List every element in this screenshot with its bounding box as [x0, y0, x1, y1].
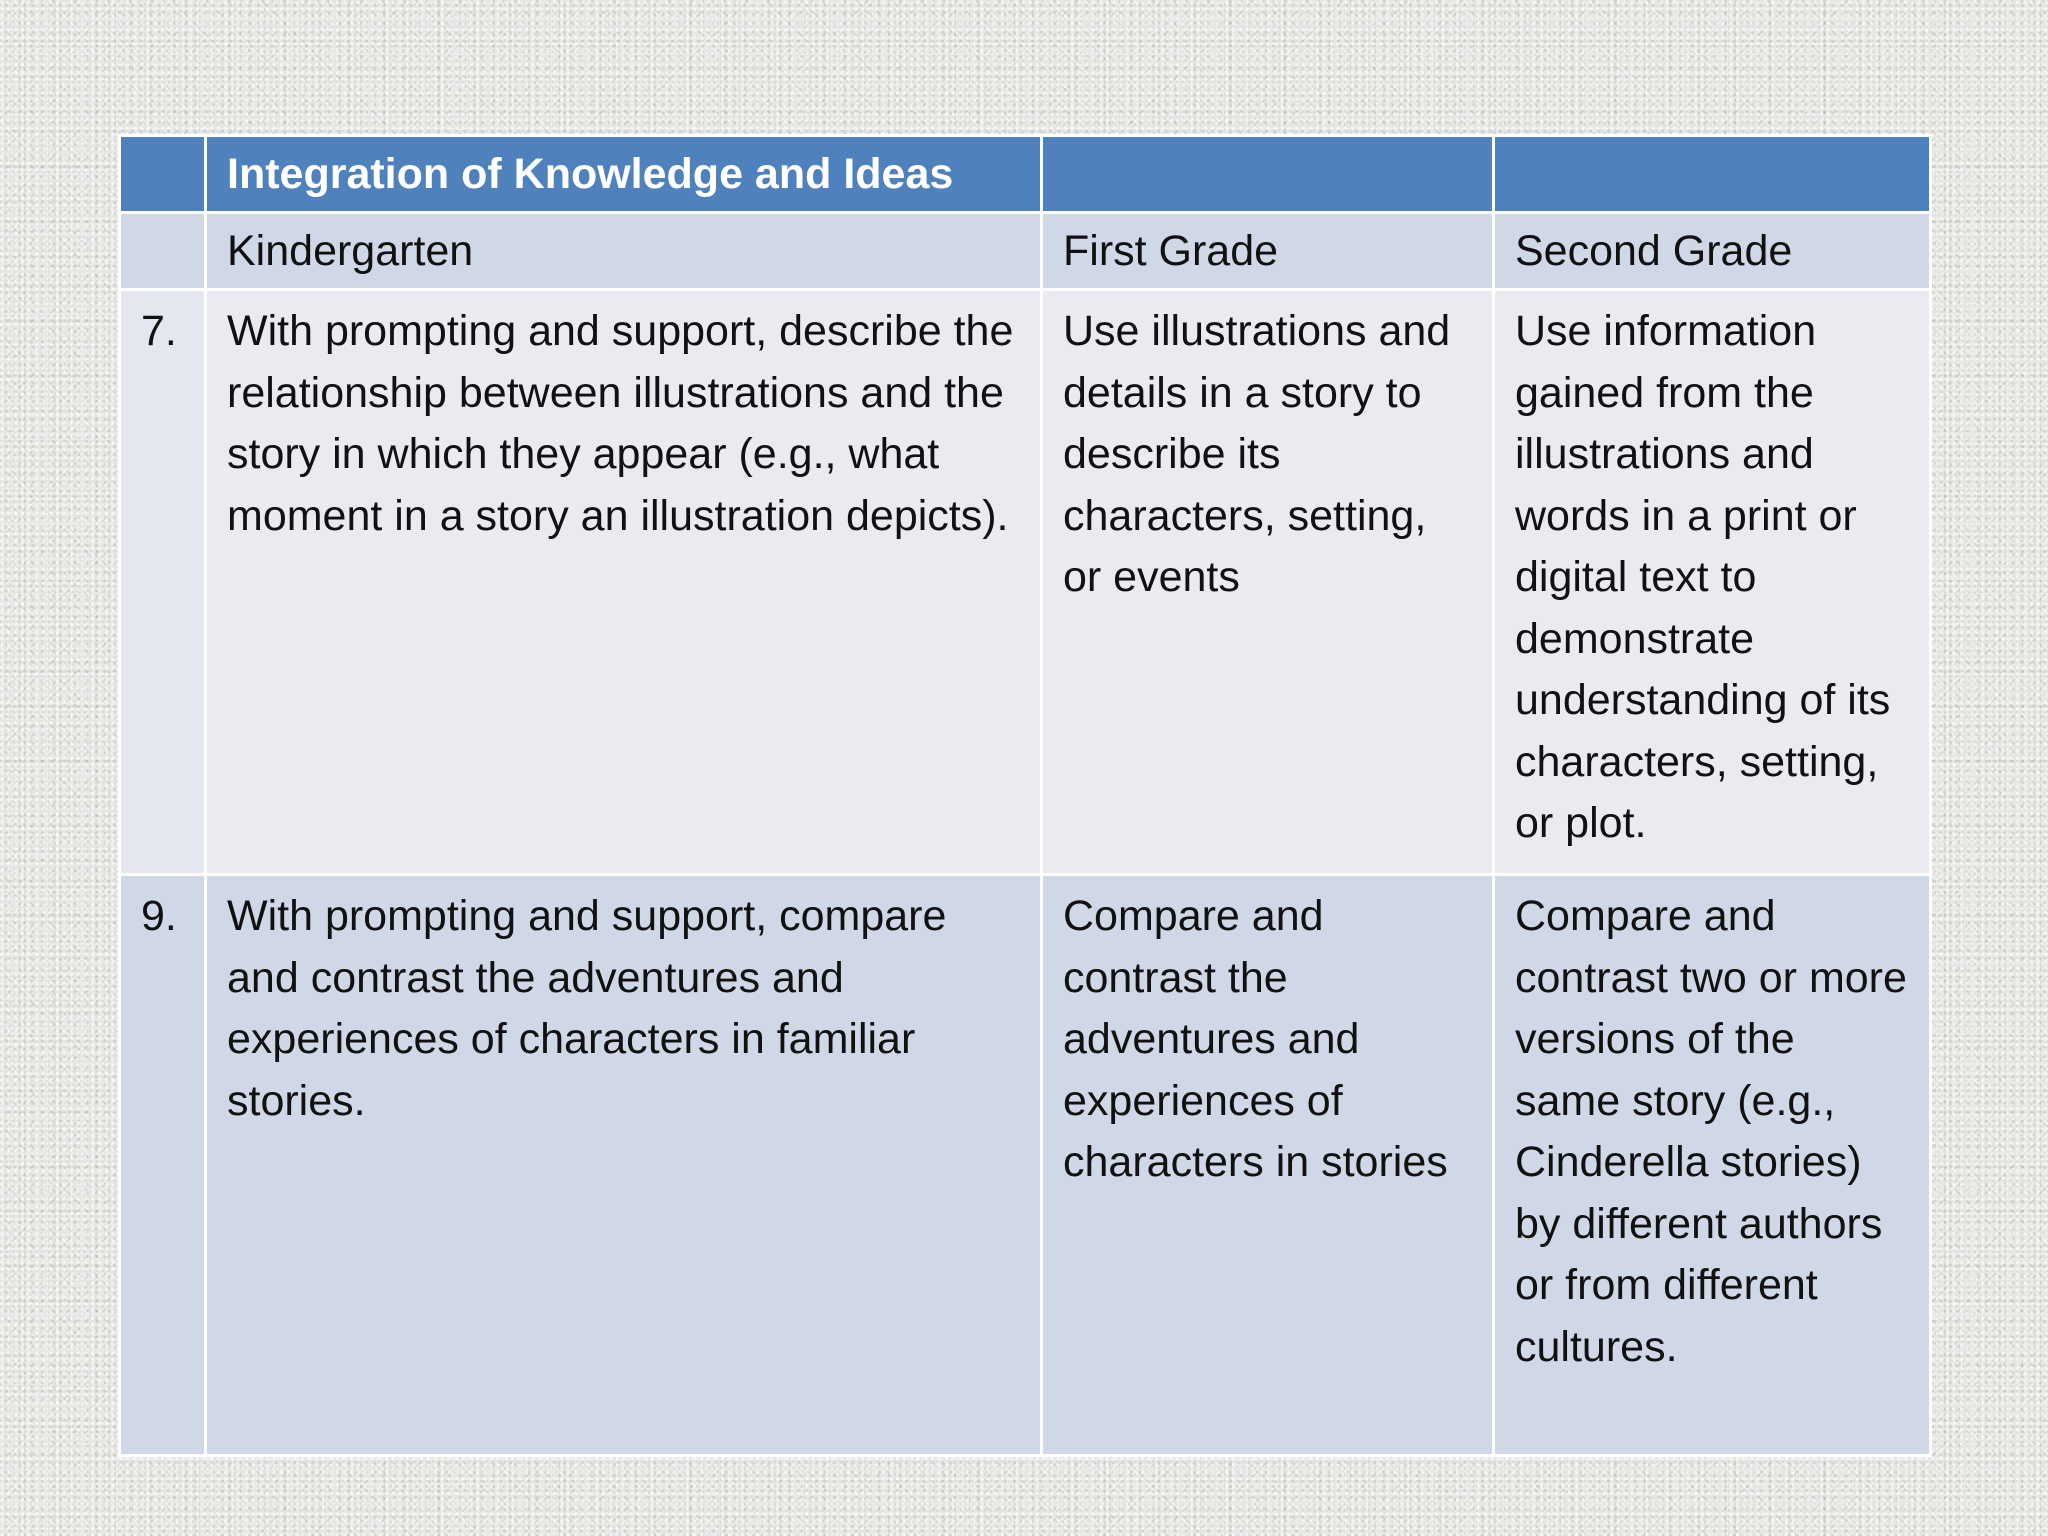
grade-header-kindergarten: Kindergarten — [206, 213, 1042, 290]
table-row — [120, 290, 1931, 875]
grade-header-second-grade: Second Grade — [1494, 213, 1931, 290]
second-grade-cell: Use information gained from the illustrations and words in a print or digital text to demonstrate understanding of its characters, setting, or plot. — [1494, 290, 1931, 875]
first-grade-cell: Use illustrations and details in a story to describe its characters, setting, or events — [1042, 290, 1494, 875]
table-row — [120, 875, 1931, 1456]
standard-number: 7. — [120, 290, 206, 875]
standards-table — [118, 134, 1932, 1457]
grade-header-first-grade: First Grade — [1042, 213, 1494, 290]
standard-number: 9. — [120, 875, 206, 1456]
title-corner-cell — [120, 136, 206, 213]
second-grade-cell: Compare and contrast two or more versions of the same story (e.g., Cinderella stories) by different authors or from different cultures. — [1494, 875, 1931, 1456]
title-empty-cell — [1494, 136, 1931, 213]
kindergarten-cell: With prompting and support, describe the relationship between illustrations and the story in which they appear (e.g., what moment in a story an illustration depicts). — [206, 290, 1042, 875]
kindergarten-cell: With prompting and support, compare and contrast the adventures and experiences of characters in familiar stories. — [206, 875, 1042, 1456]
table-title-row — [120, 136, 1931, 213]
table-heading: Integration of Knowledge and Ideas — [206, 136, 1042, 213]
grade-corner-cell — [120, 213, 206, 290]
first-grade-cell: Compare and contrast the adventures and experiences of characters in stories — [1042, 875, 1494, 1456]
title-empty-cell — [1042, 136, 1494, 213]
grade-header-row — [120, 213, 1931, 290]
